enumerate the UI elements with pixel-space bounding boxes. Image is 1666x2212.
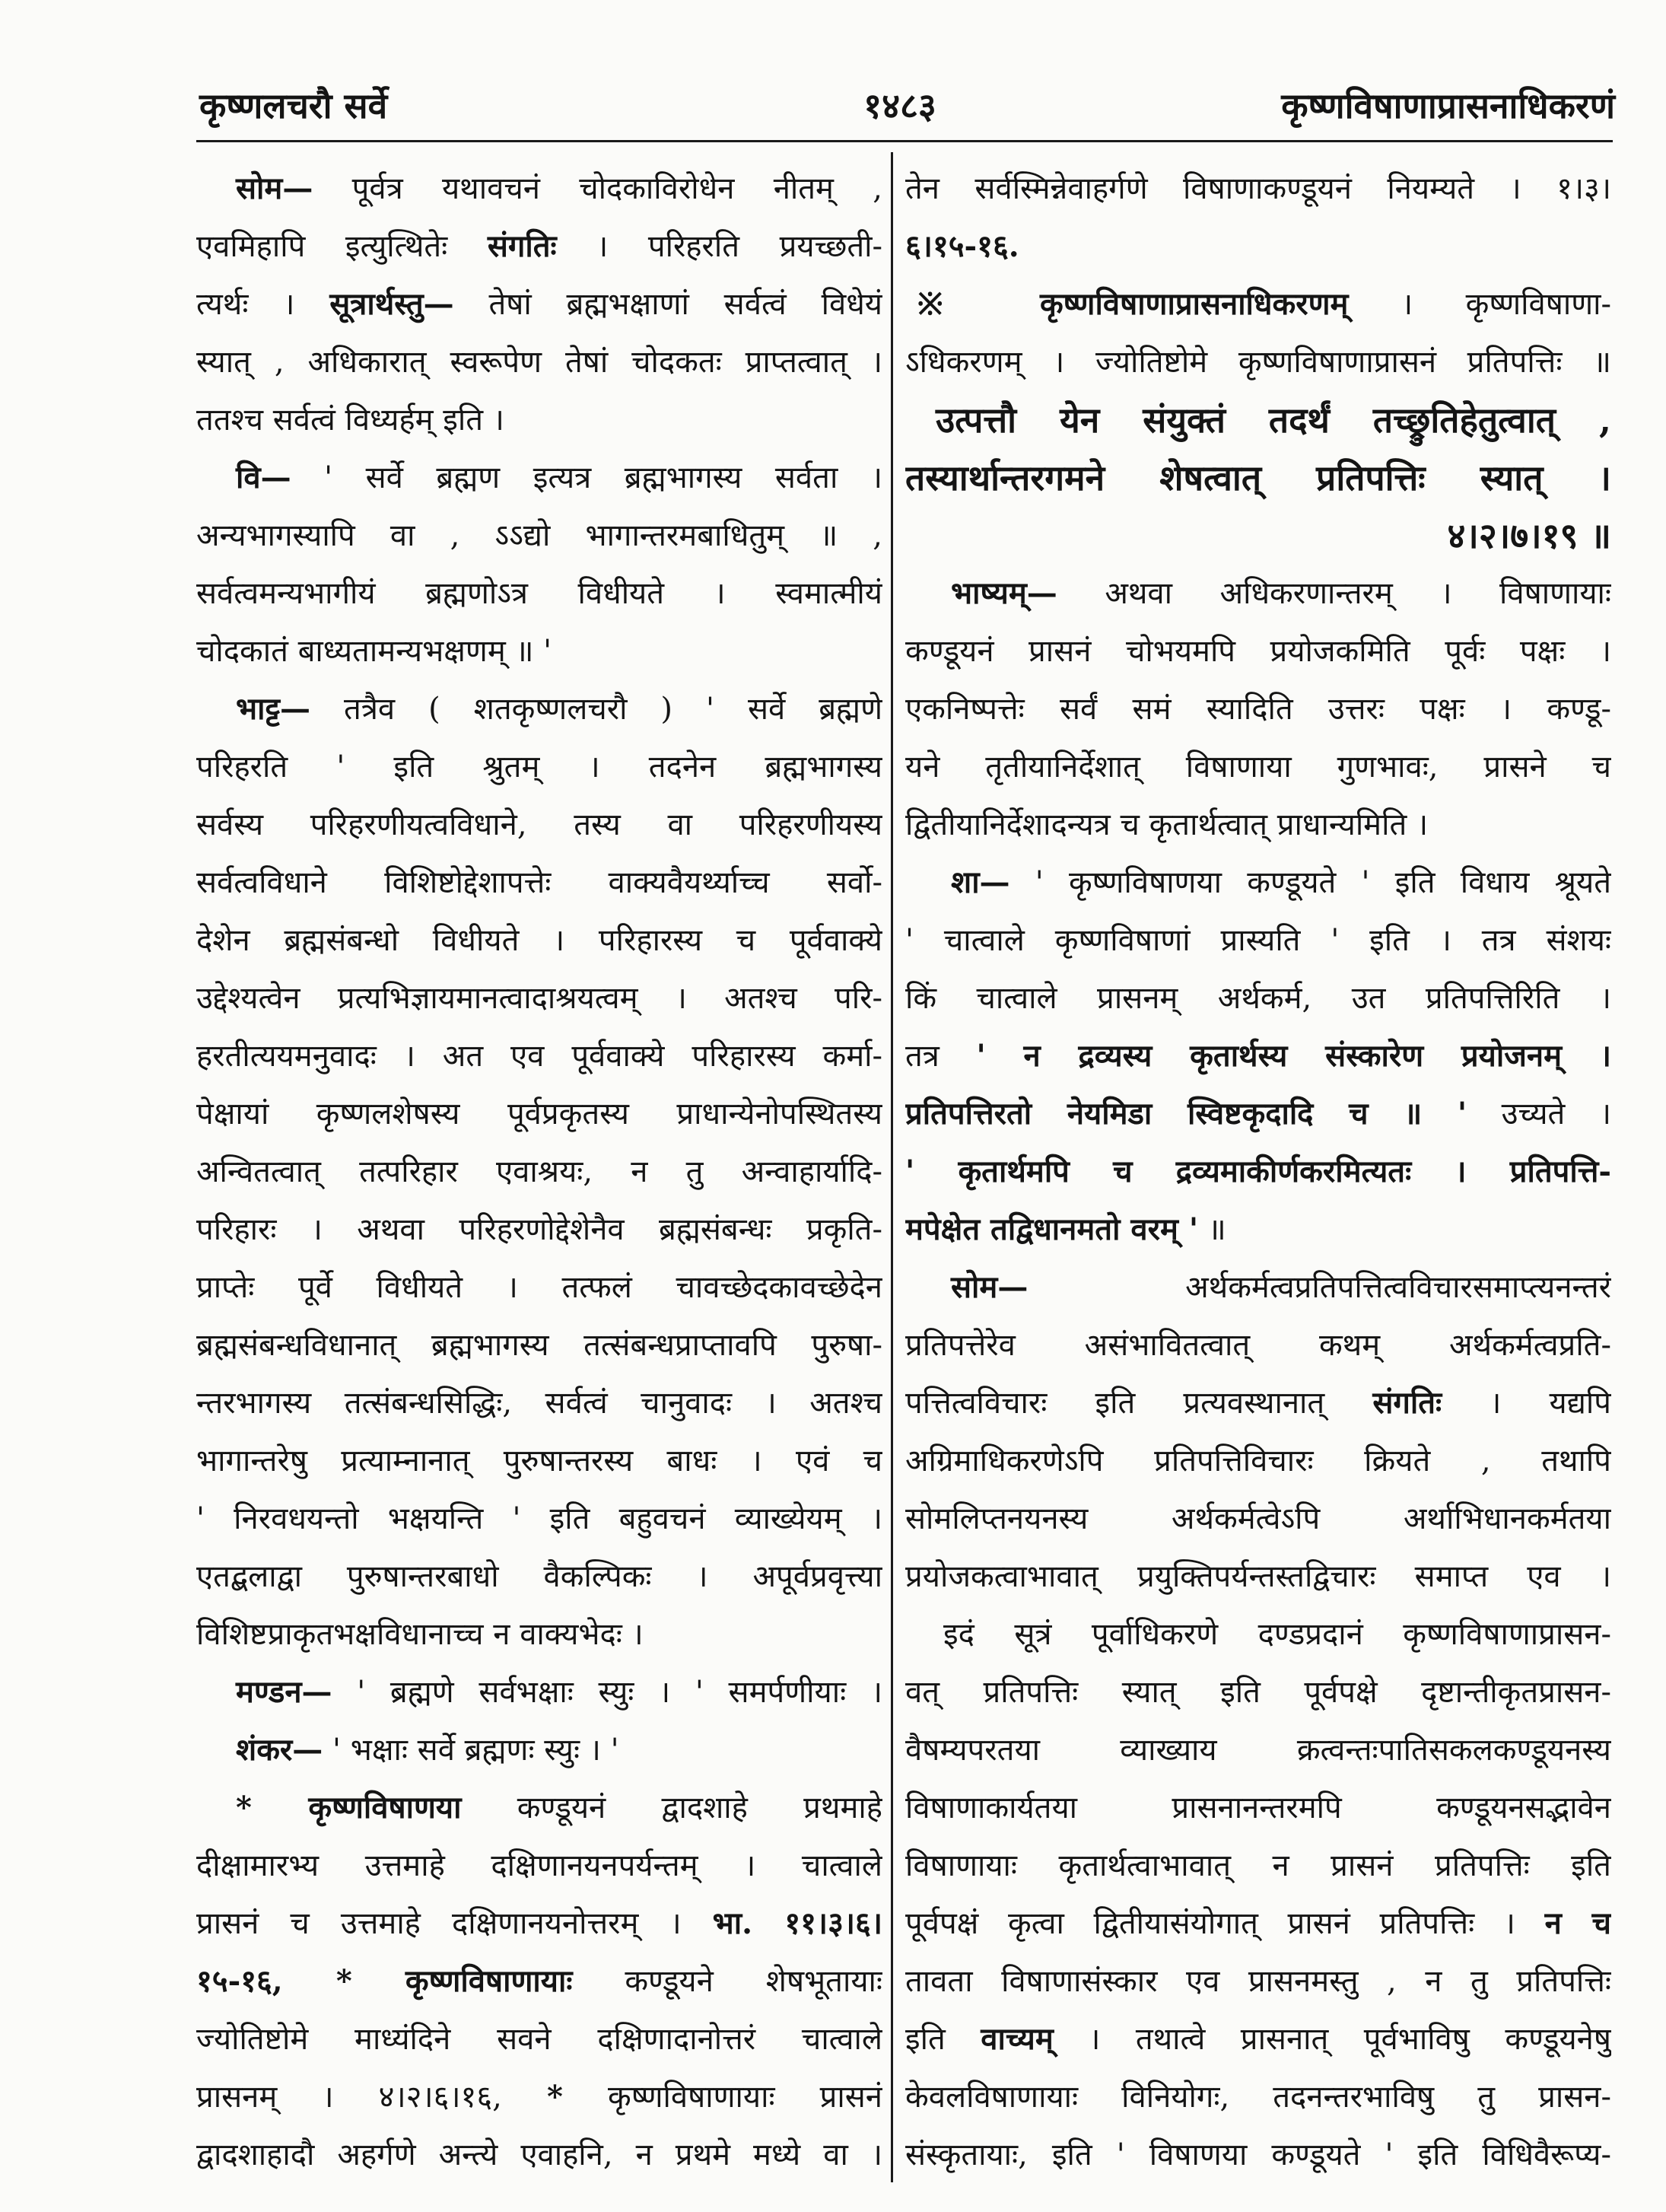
- text-segment: कृष्णविषाणायाः प्रासनं: [562, 2080, 882, 2115]
- left-column-line: [196, 449, 882, 507]
- right-column-line: [905, 1374, 1611, 1432]
- right-column-line: [905, 1316, 1611, 1374]
- left-column-line: [196, 1606, 882, 1663]
- text-segment: ब्रह्मसंबन्धविधानात् ब्रह्मभागस्य तत्संबन्धप्राप्तावपि पुरुषा-: [196, 1328, 882, 1363]
- bold-text-segment: सोम—: [236, 170, 313, 206]
- left-column-line: [196, 1201, 882, 1259]
- left-column-line: [196, 1548, 882, 1606]
- text-segment: परिहारः । अथवा परिहरणोद्देशेनैव ब्रह्मसंबन्धः प्रकृति-: [196, 1212, 882, 1247]
- left-column-line: [196, 1490, 882, 1548]
- text-segment: पत्तित्वविचारः इति प्रत्यवस्थानात्: [905, 1386, 1373, 1421]
- bold-text-segment: भाष्यम्—: [951, 575, 1057, 611]
- text-segment: सर्वत्वमन्यभागीयं ब्रह्मणोऽत्र विधीयते । स्वमात्मीयं: [196, 576, 882, 611]
- text-segment: अन्वितत्वात् तत्परिहार एवाश्रयः, न तु अन्वाहार्यादि-: [196, 1154, 882, 1189]
- right-column-line: [905, 565, 1611, 622]
- text-segment: सर्वत्वविधाने विशिष्टोद्देशापत्तेः वाक्यवैयर्थ्याच्च सर्वो-: [196, 865, 882, 900]
- text-segment: सर्वस्य परिहरणीयत्वविधाने, तस्य वा परिहरणीयस्य: [196, 807, 882, 842]
- text-segment: द्वितीयानिर्देशादन्यत्र च कृतार्थत्वात् प्राधान्यमिति ।: [905, 807, 1429, 842]
- right-column-line: [905, 275, 1611, 333]
- right-column-line: [905, 1548, 1611, 1606]
- text-segment: पेक्षायां कृष्णलशेषस्य पूर्वप्रकृतस्य प्राधान्येनोपस्थितस्य: [196, 1096, 882, 1131]
- right-column-line: [905, 2010, 1611, 2068]
- bold-text-segment: १५-१६, * कृष्णविषाणायाः: [196, 1963, 573, 1999]
- text-segment: अथवा अधिकरणान्तरम् । विषाणायाः: [1057, 576, 1611, 611]
- bold-text-segment: ' कृतार्थमपि च द्रव्यमाकीर्णकरमित्यतः । प्रतिपत्ति-: [905, 1154, 1611, 1189]
- right-column-line: [905, 969, 1611, 1027]
- left-column-line: [196, 1953, 882, 2010]
- text-segment: अग्रिमाधिकरणेऽपि प्रतिपत्तिविचारः क्रियते , तथापि: [905, 1443, 1611, 1478]
- right-column: [905, 160, 1611, 2184]
- right-column-line: [905, 2126, 1611, 2184]
- right-column-line: [905, 1721, 1611, 1779]
- text-segment: प्रयोजकत्वाभावात् प्रयुक्तिपर्यन्तस्तद्विचारः समाप्त एव ।: [905, 1559, 1611, 1594]
- bold-text-segment: शा—: [951, 864, 1010, 900]
- text-segment: दीक्षामारभ्य उत्तमाहे दक्षिणानयनपर्यन्तम् । चात्वाले: [196, 1848, 882, 1883]
- text-segment: वैषम्यपरतया व्याख्याय क्रत्वन्तःपातिसकलकण्डूयनस्य: [905, 1733, 1611, 1768]
- left-column-line: [196, 333, 882, 391]
- right-column-line: [905, 1143, 1611, 1201]
- left-column-line: [196, 1027, 882, 1085]
- bold-text-segment: संगतिः: [487, 228, 557, 264]
- text-segment: केवलविषाणायाः विनियोगः, तदनन्तरभाविषु तु प्रासन-: [905, 2080, 1611, 2115]
- text-segment: तत्र: [905, 1039, 977, 1074]
- left-column-line: [196, 2010, 882, 2068]
- text-segment: प्रासनम् । ४।२।६।१६,: [196, 2080, 547, 2115]
- bold-text-segment: ※ कृष्णविषाणाप्रासनाधिकरणम्: [917, 286, 1349, 322]
- bold-text-segment: * कृष्णविषाणया: [236, 1790, 462, 1825]
- text-segment: । तथात्वे प्रासनात् पूर्वभाविषु कण्डूयनेषु: [1053, 2022, 1611, 2057]
- text-segment: ज्योतिष्टोमे माध्यंदिने सवने दक्षिणादानोत्तरं चात्वाले: [196, 2022, 882, 2057]
- bold-text-segment: न च: [1544, 1905, 1611, 1941]
- text-segment: । यद्यपि: [1442, 1386, 1611, 1421]
- bold-text-segment: मण्डन—: [236, 1674, 332, 1710]
- text-segment: किं चात्वाले प्रासनम् अर्थकर्म, उत प्रतिपत्तिरिति ।: [905, 981, 1611, 1016]
- bold-text-segment: मपेक्षेत तद्विधानमतो वरम् ': [905, 1211, 1199, 1247]
- right-column-line: [905, 622, 1611, 680]
- text-segment: उद्देश्यत्वेन प्रत्यभिज्ञायमानत्वादाश्रयत्वम् । अतश्च परि-: [196, 981, 882, 1016]
- text-segment: कण्डूयनं द्वादशाहे प्रथमाहे: [461, 1790, 882, 1825]
- bold-text-segment: प्रतिपत्तिरतो नेयमिडा स्विष्टकृदादि च ॥ ': [905, 1096, 1467, 1131]
- page-number: १४८३: [863, 85, 936, 126]
- left-column-line: [196, 680, 882, 738]
- left-column-line: [196, 622, 882, 680]
- text-segment: ' कृष्णविषाणया कण्डूयते ' इति विधाय श्रूयते: [1009, 865, 1611, 900]
- text-segment: तेषां ब्रह्मभक्षाणां सर्वत्वं विधेयं: [453, 287, 882, 322]
- bold-text-segment: ४।२।७।१९ ॥: [1447, 515, 1611, 556]
- right-column-line: [905, 449, 1611, 507]
- left-column-line: [196, 1663, 882, 1721]
- text-segment: विषाणायाः कृतार्थत्वाभावात् न प्रासनं प्रतिपत्तिः इति: [905, 1848, 1611, 1883]
- text-segment: एकनिष्पत्तेः सर्वं समं स्यादिति उत्तरः पक्षः । कण्डू-: [905, 692, 1611, 727]
- right-column-line: [905, 854, 1611, 912]
- running-head-left: कृष्णलचरौ सर्वे: [199, 85, 388, 126]
- left-column-line: [196, 1316, 882, 1374]
- column-divider: [891, 152, 893, 2182]
- bold-text-segment: शंकर—: [236, 1732, 323, 1768]
- left-column-line: [196, 1432, 882, 1490]
- left-column-line: [196, 912, 882, 969]
- text-segment: देशेन ब्रह्मसंबन्धो विधीयते । परिहारस्य च पूर्ववाक्ये: [196, 923, 882, 958]
- text-segment: तत्रैव ( शतकृष्णलचरौ ) ' सर्वे ब्रह्मणे: [310, 692, 882, 727]
- right-column-line: [905, 796, 1611, 854]
- right-column-line: [905, 2068, 1611, 2126]
- text-segment: इदं सूत्रं पूर्वाधिकरणे दण्डप्रदानं कृष्णविषाणाप्रासन-: [943, 1617, 1611, 1652]
- right-column-line: [905, 333, 1611, 391]
- right-column-line: [905, 1837, 1611, 1895]
- text-segment: द्वादशाहादौ अहर्गणे अन्त्ये एवाहनि, न प्रथमे मध्ये वा ।: [196, 2137, 882, 2172]
- text-segment: ' ब्रह्मणे सर्वभक्षाः स्युः । ' समर्पणीयाः ।: [332, 1675, 882, 1710]
- left-column-line: [196, 2068, 882, 2126]
- right-column-line: [905, 680, 1611, 738]
- text-segment: सोमलिप्तनयनस्य अर्थकर्मत्वेऽपि अर्थाभिधानकर्मतया: [905, 1501, 1611, 1536]
- text-segment: विषाणाकार्यतया प्रासनानन्तरमपि कण्डूयनसद्भावेन: [905, 1790, 1611, 1825]
- right-column-line: [905, 1490, 1611, 1548]
- text-segment: पूर्वत्र यथावचनं चोदकाविरोधेन नीतम् ,: [313, 171, 882, 206]
- text-segment: पूर्वपक्षं कृत्वा द्वितीयासंयोगात् प्रासनं प्रतिपत्तिः ।: [905, 1906, 1545, 1941]
- text-segment: कण्डूयनं प्रासनं चोभयमपि प्रयोजकमिति पूर्वः पक्षः ।: [905, 634, 1611, 669]
- text-segment: प्रासनं च उत्तमाहे दक्षिणानयनोत्तरम् ।: [196, 1906, 713, 1941]
- text-segment: चोदकातं बाध्यतामन्यभक्षणम् ॥ ': [196, 634, 552, 669]
- right-column-line: [905, 391, 1611, 449]
- right-column-line: [905, 1085, 1611, 1143]
- left-column-line: [196, 1895, 882, 1953]
- bold-text-segment: वि—: [236, 460, 291, 495]
- left-column-line: [196, 1721, 882, 1779]
- left-column: [196, 160, 882, 2184]
- left-column-line: [196, 1837, 882, 1895]
- left-column-line: [196, 565, 882, 622]
- text-segment: परिहरति ' इति श्रुतम् । तदनेन ब्रह्मभागस्य: [196, 750, 882, 785]
- left-column-line: [196, 1374, 882, 1432]
- left-column-line: [196, 218, 882, 275]
- text-segment: तेन सर्वस्मिन्नेवाहर्गणे विषाणाकण्डूयनं नियम्यते । १।३।: [905, 171, 1611, 206]
- text-segment: ऽधिकरणम् । ज्योतिष्टोमे कृष्णविषाणाप्रासनं प्रतिपत्तिः ॥: [905, 345, 1611, 380]
- text-segment: प्रतिपत्तेरेव असंभावितत्वात् कथम् अर्थकर्मत्वप्रति-: [905, 1328, 1611, 1363]
- text-segment: कण्डूयने शेषभूतायाः: [572, 1964, 882, 1999]
- left-column-line: [196, 1779, 882, 1837]
- right-column-line: [905, 1663, 1611, 1721]
- bold-text-segment: संगतिः: [1372, 1385, 1442, 1421]
- left-column-line: [196, 275, 882, 333]
- text-segment: अन्यभागस्यापि वा , ऽऽद्यो भागान्तरमबाधितुम् ॥ ,: [196, 518, 882, 553]
- text-segment: । परिहरति प्रयच्छती-: [556, 229, 882, 264]
- text-segment: वत् प्रतिपत्तिः स्यात् इति पूर्वपक्षे दृष्टान्तीकृतप्रासन-: [905, 1675, 1611, 1710]
- right-column-line: [905, 1779, 1611, 1837]
- bold-text-segment: सोम—: [951, 1269, 1029, 1305]
- text-segment: तावता विषाणासंस्कार एव प्रासनमस्तु , न तु प्रतिपत्तिः: [905, 1964, 1611, 1999]
- bold-text-segment: ६।१५-१६.: [905, 228, 1019, 264]
- text-segment: ' भक्षाः सर्वे ब्रह्मणः स्युः । ': [323, 1733, 619, 1768]
- bold-text-segment: तस्यार्थान्तरगमने शेषत्वात् प्रतिपत्तिः स्यात् ।: [905, 457, 1611, 498]
- header-rule: [196, 140, 1613, 142]
- text-segment: हरतीत्ययमनुवादः । अत एव पूर्ववाक्ये परिहारस्य कर्मा-: [196, 1039, 882, 1074]
- bold-text-segment: सूत्रार्थस्तु—: [329, 286, 454, 322]
- bold-text-segment: उत्पत्तौ येन संयुक्तं तदर्थं तच्छ्रुतिहेतुत्वात् ,: [936, 399, 1611, 441]
- bold-text-segment: भा. ११।३।६।: [712, 1905, 882, 1941]
- left-column-line: [196, 2126, 882, 2184]
- text-segment: ' चात्वाले कृष्णविषाणां प्रास्यति ' इति । तत्र संशयः: [905, 923, 1611, 958]
- text-segment: त्यर्थः ।: [196, 287, 330, 322]
- left-column-line: [196, 854, 882, 912]
- right-column-line: [905, 507, 1611, 565]
- right-column-line: [905, 218, 1611, 275]
- left-column-line: [196, 391, 882, 449]
- right-column-line: [905, 1953, 1611, 2010]
- left-column-line: [196, 969, 882, 1027]
- text-segment: ततश्च सर्वत्वं विध्यर्हम् इति ।: [196, 403, 504, 438]
- right-column-line: [905, 160, 1611, 218]
- right-column-line: [905, 912, 1611, 969]
- right-column-line: [905, 738, 1611, 796]
- left-column-line: [196, 160, 882, 218]
- right-column-line: [905, 1027, 1611, 1085]
- text-segment: यने तृतीयानिर्देशात् विषाणाया गुणभावः, प्रासने च: [905, 750, 1611, 785]
- left-column-line: [196, 738, 882, 796]
- text-segment: भागान्तरेषु प्रत्याम्नानात् पुरुषान्तरस्य बाधः । एवं च: [196, 1443, 882, 1478]
- text-segment: अर्थकर्मत्वप्रतिपत्तित्वविचारसमाप्त्यनन्तरं: [1028, 1270, 1611, 1305]
- bold-text-segment: भाट्ट—: [236, 691, 311, 727]
- bold-text-segment: ' न द्रव्यस्य कृतार्थस्य संस्कारेण प्रयोजनम् ।: [976, 1038, 1611, 1074]
- text-segment: इति: [905, 2022, 981, 2057]
- text-segment: ' निरवधयन्तो भक्षयन्ति ' इति बहुवचनं व्याख्येयम् ।: [196, 1501, 882, 1536]
- left-column-line: [196, 796, 882, 854]
- right-column-line: [905, 1606, 1611, 1663]
- text-segment: ' सर्वे ब्रह्मण इत्यत्र ब्रह्मभागस्य सर्वता ।: [291, 460, 882, 495]
- bold-text-segment: *: [546, 2079, 563, 2115]
- text-segment: न्तरभागस्य तत्संबन्धसिद्धिः, सर्वत्वं चानुवादः । अतश्च: [196, 1386, 882, 1421]
- text-segment: ॥: [1198, 1212, 1226, 1247]
- text-segment: एतद्बलाद्वा पुरुषान्तरबाधो वैकल्पिकः । अपूर्वप्रवृत्त्या: [196, 1559, 882, 1594]
- left-column-line: [196, 1259, 882, 1316]
- right-column-line: [905, 1201, 1611, 1259]
- text-segment: प्राप्तेः पूर्वे विधीयते । तत्फलं चावच्छेदकावच्छेदेन: [196, 1270, 882, 1305]
- running-head-right: कृष्णविषाणाप्रासनाधिकरणं: [1281, 85, 1615, 126]
- text-segment: स्यात् , अधिकारात् स्वरूपेण तेषां चोदकतः प्राप्तत्वात् ।: [196, 345, 882, 380]
- left-column-line: [196, 507, 882, 565]
- left-column-line: [196, 1085, 882, 1143]
- bold-text-segment: वाच्यम्: [981, 2021, 1054, 2057]
- right-column-line: [905, 1895, 1611, 1953]
- right-column-line: [905, 1259, 1611, 1316]
- text-segment: विशिष्टप्राकृतभक्षविधानाच्च न वाक्यभेदः ।: [196, 1617, 644, 1652]
- text-segment: । कृष्णविषाणा-: [1348, 287, 1611, 322]
- text-segment: एवमिहापि इत्युत्थितेः: [196, 229, 488, 264]
- right-column-line: [905, 1432, 1611, 1490]
- left-column-line: [196, 1143, 882, 1201]
- text-segment: संस्कृतायाः, इति ' विषाणया कण्डूयते ' इति विधिवैरूप्य-: [905, 2137, 1611, 2172]
- text-segment: उच्यते ।: [1467, 1096, 1611, 1131]
